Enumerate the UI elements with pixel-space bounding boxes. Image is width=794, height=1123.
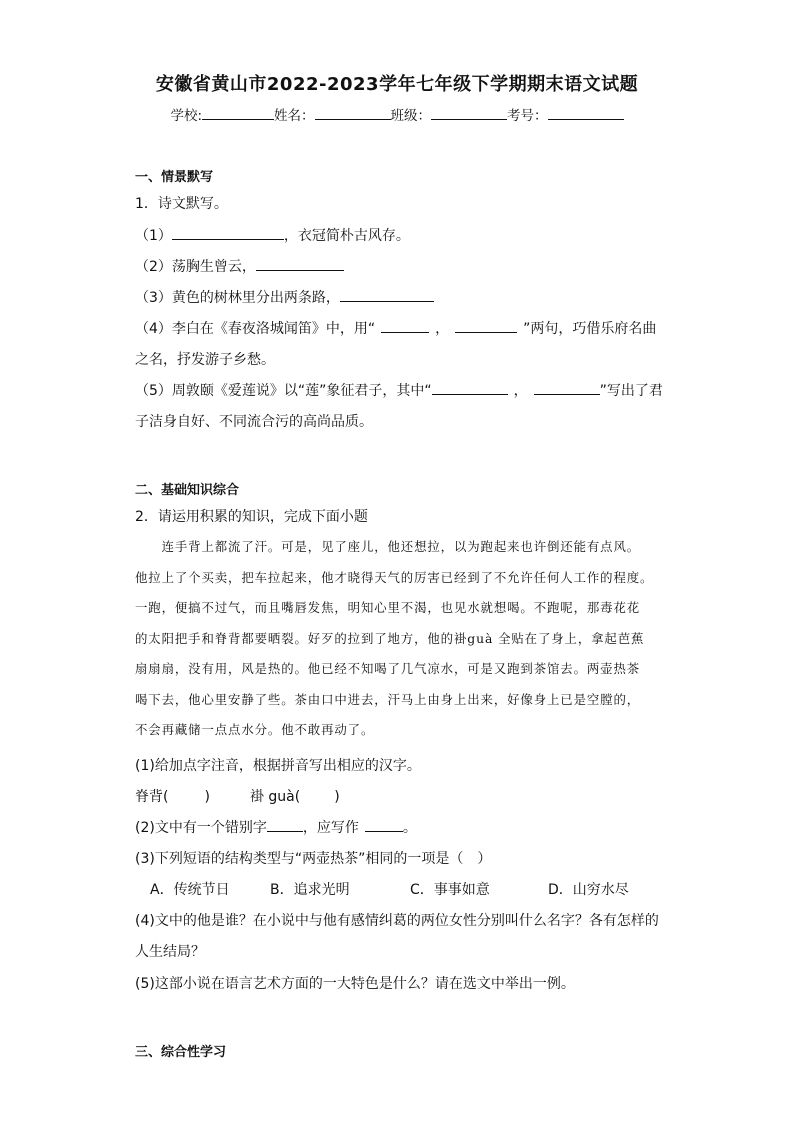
name-field[interactable]: [315, 105, 391, 120]
q2-sub-1: (1)给加点字注音，根据拼音写出相应的汉字。: [135, 758, 421, 774]
reading-passage: [135, 537, 665, 751]
q2-sub-2: (2)文中有一个错别字 ，应写作 。: [135, 817, 417, 837]
section-1-heading: 一、情景默写: [135, 170, 214, 185]
q1-item-4-cont: 之名，抒发游子乡愁。: [135, 352, 275, 368]
name-label: 姓名：: [274, 108, 315, 124]
q2-sub-3-options: [150, 879, 629, 899]
q2-sub-4-cont: 人生结局？: [135, 944, 205, 960]
q1-item-5: （5）周敦颐《爱莲说》以“莲”象征君子，其中“ ， ”写出了君: [135, 380, 663, 400]
option-b[interactable]: B．追求光明: [270, 882, 350, 898]
school-field[interactable]: [202, 105, 274, 120]
q1-4-blank-2[interactable]: [455, 318, 517, 333]
student-info-row: [0, 104, 794, 124]
q2-sub-1-answers: 脊背( ) 褂 guà( ): [135, 789, 340, 805]
passage-line: 喝下去，他心里安静了些。茶由口中进去，汗马上由身上出来，好像身上已是空膛的，: [135, 691, 641, 707]
passage-line: 的太阳把手和脊背都要晒裂。好歹的拉到了地方，他的褂guà 全贴在了身上，拿起芭蕉: [135, 630, 645, 646]
exam-no-label: 考号：: [507, 108, 548, 124]
q1-item-4: （4）李白在《春夜洛城闻笛》中，用“ ， ”两句，巧借乐府名曲: [135, 318, 656, 338]
q2-sub-3: (3)下列短语的结构类型与“两壶热茶”相同的一项是（ ）: [135, 851, 492, 867]
q1-item-5-cont: 子洁身自好、不同流合污的高尚品质。: [135, 414, 373, 430]
passage-line: 连手背上都流了汗。可是，见了座儿，他还想拉，以为跑起来也许倒还能有点风。: [135, 539, 641, 554]
class-label: 班级：: [390, 108, 432, 124]
class-field[interactable]: [431, 105, 507, 120]
option-a[interactable]: A．传统节日: [150, 882, 230, 898]
section-3-heading: 三、综合性学习: [135, 1045, 227, 1060]
q1-5-blank-2[interactable]: [534, 380, 600, 395]
q1-item-2: （2）荡胸生曾云，: [135, 256, 344, 276]
q1-1-blank[interactable]: [172, 225, 284, 240]
q1-item-1: （1） ，衣冠简朴古风存。: [135, 225, 410, 245]
q1-3-blank[interactable]: [340, 287, 434, 302]
passage-line: 他拉上了个买卖，把车拉起来，他才晓得天气的厉害已经到了不允许任何人工作的程度。: [135, 569, 654, 585]
q2-sub-5: (5)这部小说在语言艺术方面的一大特色是什么？请在选文中举出一例。: [135, 976, 575, 992]
q1-title: 1．诗文默写。: [135, 196, 228, 212]
school-label: 学校:: [170, 108, 203, 124]
exam-title: 安徽省黄山市2022-2023学年七年级下学期期末语文试题: [155, 74, 639, 95]
q1-4-blank-1[interactable]: [381, 318, 429, 333]
q1-2-blank[interactable]: [256, 256, 344, 271]
q1-5-blank-1[interactable]: [432, 380, 508, 395]
correction-blank[interactable]: [365, 817, 403, 832]
typo-blank[interactable]: [267, 817, 303, 832]
option-c[interactable]: C．事事如意: [410, 882, 490, 898]
passage-line: 扇扇扇，没有用，风是热的。他已经不知喝了几气凉水，可是又跑到茶馆去。两壶热茶: [135, 661, 641, 676]
passage-line: 不会再藏储一点点水分。他不敢再动了。: [135, 722, 375, 737]
section-2-heading: 二、基础知识综合: [135, 483, 240, 498]
option-d[interactable]: D．山穷水尽: [548, 882, 629, 898]
q2-sub-4: (4)文中的他是谁？在小说中与他有感情纠葛的两位女性分别叫什么名字？各有怎样的: [135, 913, 659, 929]
exam-no-field[interactable]: [548, 105, 624, 120]
q1-item-3: （3）黄色的树林里分出两条路，: [135, 287, 434, 307]
q2-title: 2．请运用积累的知识，完成下面小题: [135, 509, 368, 525]
passage-line: 一跑，便搞不过气，而且嘴唇发焦，明知心里不渴，也见水就想喝。不跑呢，那毒花花: [135, 600, 641, 615]
